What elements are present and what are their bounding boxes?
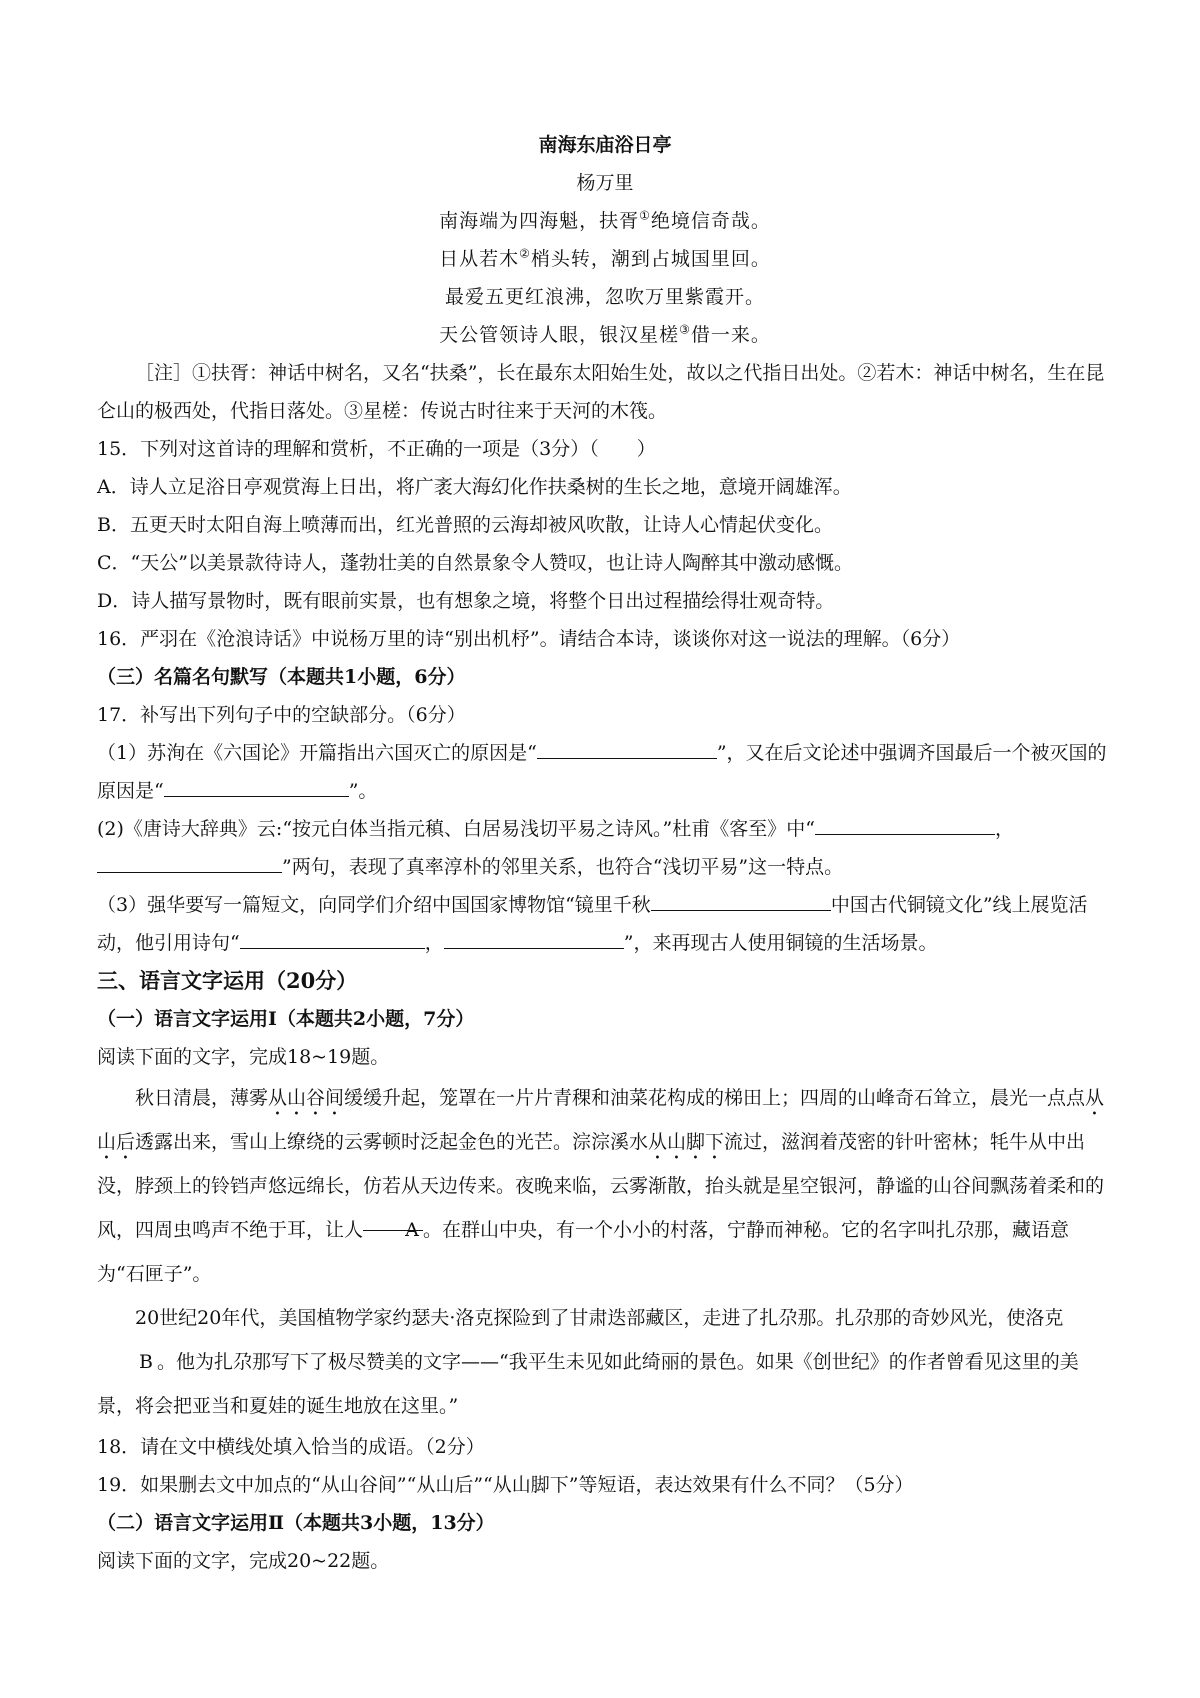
poem-title: 南海东庙浴日亭	[538, 134, 672, 156]
question-17-stem: 17．补写出下列句子中的空缺部分。（6分）	[97, 704, 466, 726]
question-15-option-b: B．五更天时太阳自海上喷薄而出，红光普照的云海却被风吹散，让诗人心情起伏变化。	[97, 514, 833, 536]
question-15-option-d: D．诗人描写景物时，既有眼前实景，也有想象之境，将整个日出过程描绘得壮观奇特。	[97, 590, 835, 612]
question-17-part-2: (2)《唐诗大辞典》云:“按元白体当指元稹、白居易浅切平易之诗风。”杜甫《客至》中“ ， ”两句，表现了真率淳朴的邻里关系，也符合“浅切平易”这一特点。	[97, 810, 1113, 886]
part-3-heading: 三、语言文字运用（20分）	[97, 968, 358, 993]
poem-note: ［注］①扶胥：神话中树名，又名“扶桑”，长在最东太阳始生处，故以之代指日出处。②若木：神话中树名，生在昆仑山的极西处，代指日落处。③星槎：传说古时往来于天河的木筏。	[97, 362, 1105, 422]
passage-paragraph-1: 秋日清晨，薄雾从山谷间缓缓升起，笼罩在一片片青稞和油菜花构成的梯田上；四周的山峰奇石耸立，晨光一点点从山后透露出来，雪山上缭绕的云雾顿时泛起金色的光芒。淙淙溪水从山脚下流过，滋润着茂密的针叶密林；牦牛从中出没，脖颈上的铃铛声悠远绵长，仿若从天边传来。夜晚来临，云雾渐散，抬头就是星空银河，静谧的山谷间飘荡着柔和的风，四周虫鸣声不绝于耳，让人 A 。在群山中央，有一个小小的村落，宁静而神秘。它的名字叫扎尕那，藏语意为“石匣子”。	[97, 1087, 1105, 1285]
question-15-stem: 15．下列对这首诗的理解和赏析，不正确的一项是（3分）（ ）	[97, 438, 656, 460]
answer-blank[interactable]	[651, 888, 831, 911]
dotted-phrase-2: 从山后	[97, 1087, 1105, 1153]
question-19: 19．如果删去文中加点的“从山谷间”“从山后”“从山脚下”等短语，表达效果有什么不同？（5分）	[97, 1474, 914, 1496]
section-heading-recitation: （三）名篇名句默写（本题共1小题，6分）	[97, 666, 466, 688]
question-18: 18．请在文中横线处填入恰当的成语。（2分）	[97, 1436, 485, 1458]
subsection-heading-1: （一）语言文字运用Ⅰ（本题共2小题，7分）	[97, 1008, 475, 1030]
blank-a[interactable]: A	[363, 1208, 423, 1231]
passage-paragraph-2: 20世纪20年代，美国植物学家约瑟夫·洛克探险到了甘肃迭部藏区，走进了扎尕那。扎尕那的奇妙风光，使洛克B 。他为扎尕那写下了极尽赞美的文字——“我平生未见如此绮丽的景色。如果《创世纪》的作者曾看见这里的美景，将会把亚当和夏娃的诞生地放在这里。”	[97, 1307, 1079, 1417]
question-17-part-1: （1）苏洵在《六国论》开篇指出六国灭亡的原因是“ ”，又在后文论述中强调齐国最后一个被灭国的原因是“ ”。	[97, 734, 1113, 810]
reading-instruction-2: 阅读下面的文字，完成20~22题。	[97, 1550, 390, 1572]
question-17-part-3: （3）强华要写一篇短文，向同学们介绍中国国家博物馆“镜里千秋 中国古代铜镜文化”线上展览活动，他引用诗句“ ， ”，来再现古人使用铜镜的生活场景。	[97, 886, 1113, 962]
dotted-phrase-1: 从山谷间	[268, 1087, 345, 1109]
answer-blank[interactable]	[164, 774, 349, 797]
poem-line-3: 最爱五更红浪沸，忽吹万里紫霞开。	[444, 286, 765, 308]
answer-blank[interactable]	[815, 812, 995, 835]
footnote-mark-3: ③	[679, 322, 691, 337]
answer-blank[interactable]	[240, 926, 425, 949]
poem-line-1: 南海端为四海魁，扶胥①绝境信奇哉。	[439, 208, 771, 232]
poem-author: 杨万里	[576, 172, 634, 194]
subsection-heading-2: （二）语言文字运用Ⅱ（本题共3小题，13分）	[97, 1512, 495, 1534]
question-16: 16．严羽在《沧浪诗话》中说杨万里的诗“别出机杼”。请结合本诗，谈谈你对这一说法的理解。（6分）	[97, 628, 961, 650]
page-content	[97, 126, 1113, 1580]
footnote-mark-2: ②	[519, 246, 531, 261]
poem-line-4: 天公管领诗人眼，银汉星槎③借一来。	[439, 322, 771, 346]
poem-line-2: 日从若木②梢头转，潮到占城国里回。	[439, 246, 771, 270]
answer-blank[interactable]	[444, 926, 624, 949]
footnote-mark-1: ①	[639, 208, 651, 223]
reading-instruction-1: 阅读下面的文字，完成18~19题。	[97, 1046, 390, 1068]
question-15-option-a: A．诗人立足浴日亭观赏海上日出，将广袤大海幻化作扶桑树的生长之地，意境开阔雄浑。	[97, 476, 852, 498]
blank-b[interactable]: B	[139, 1351, 153, 1373]
question-15-option-c: C．“天公”以美景款待诗人，蓬勃壮美的自然景象令人赞叹，也让诗人陶醉其中激动感慨。	[97, 552, 853, 574]
dotted-phrase-3: 从山脚下	[648, 1131, 725, 1153]
answer-blank[interactable]	[537, 736, 717, 759]
answer-blank[interactable]	[97, 850, 282, 873]
